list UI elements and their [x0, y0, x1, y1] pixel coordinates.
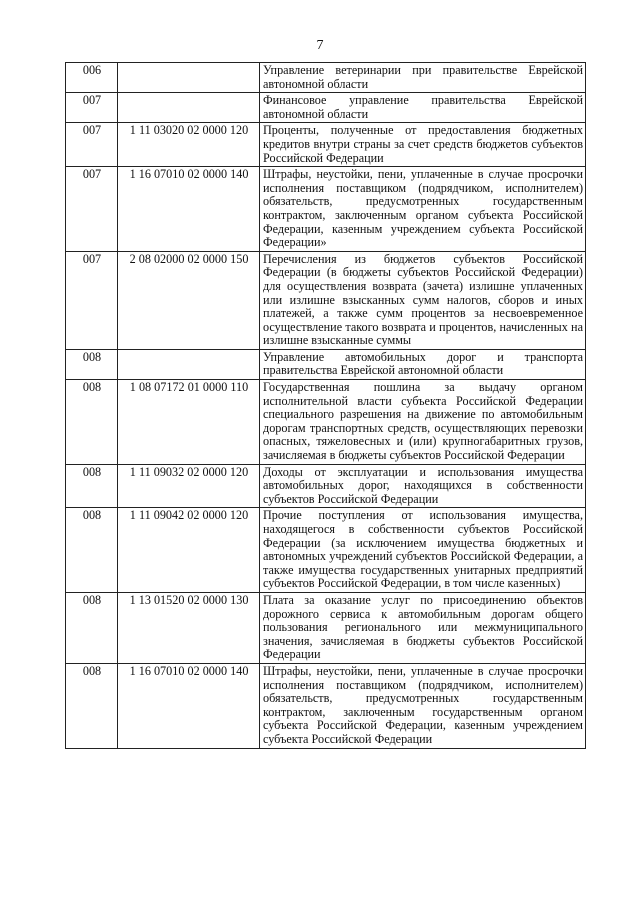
table-row: [66, 349, 586, 379]
revenue-code-cell: 1 08 07172 01 0000 110: [118, 380, 260, 465]
revenue-name-cell: Проценты, полученные от предоставления бюджетных кредитов внутри страны за счет средств бюджетов субъектов Российской Федерации: [260, 123, 586, 167]
revenue-name-cell: Прочие поступления от использования имущества, находящегося в собственности субъектов Российской Федерации (за исключением имущества бюджетных и автономных учреждений субъектов Российской Федерации, а также имущества государственных унитарных предприятий субъектов Российской Федерации, в том числе казенных): [260, 508, 586, 593]
revenue-code-cell: [118, 349, 260, 379]
admin-code-cell: 008: [66, 592, 118, 663]
revenue-code-cell: 1 13 01520 02 0000 130: [118, 592, 260, 663]
revenue-code-cell: 2 08 02000 02 0000 150: [118, 251, 260, 349]
revenue-code-cell: [118, 63, 260, 93]
table-row: [66, 592, 586, 663]
revenue-code-cell: 1 16 07010 02 0000 140: [118, 663, 260, 748]
table-row: [66, 380, 586, 465]
admin-code-cell: 008: [66, 508, 118, 593]
table-row: [66, 508, 586, 593]
table-row: [66, 167, 586, 252]
table-row: [66, 663, 586, 748]
revenue-code-cell: 1 16 07010 02 0000 140: [118, 167, 260, 252]
table-row: [66, 464, 586, 508]
admin-code-cell: 008: [66, 380, 118, 465]
admin-code-cell: 008: [66, 464, 118, 508]
admin-code-cell: 007: [66, 251, 118, 349]
admin-code-cell: 008: [66, 663, 118, 748]
table-row: [66, 251, 586, 349]
revenue-code-cell: 1 11 03020 02 0000 120: [118, 123, 260, 167]
table-row: [66, 93, 586, 123]
admin-code-cell: 007: [66, 123, 118, 167]
revenue-name-cell: Перечисления из бюджетов субъектов Российской Федерации (в бюджеты субъектов Российской Федерации) для осуществления возврата (зачета) излишне уплаченных или излишне взысканных сумм налогов, сборов и иных платежей, а также сумм процентов за несвоевременное осуществление такого возврата и процентов, начисленных на излишне взысканные суммы: [260, 251, 586, 349]
admin-code-cell: 007: [66, 93, 118, 123]
revenue-name-cell: Управление ветеринарии при правительстве Еврейской автономной области: [260, 63, 586, 93]
table-row: [66, 123, 586, 167]
revenue-code-cell: 1 11 09042 02 0000 120: [118, 508, 260, 593]
revenue-code-cell: 1 11 09032 02 0000 120: [118, 464, 260, 508]
revenue-name-cell: Доходы от эксплуатации и использования имущества автомобильных дорог, находящихся в собственности субъектов Российской Федерации: [260, 464, 586, 508]
revenue-name-cell: Государственная пошлина за выдачу органом исполнительной власти субъекта Российской Федерации специального разрешения на движение по автомобильным дорогам транспортных средств, осуществляющих перевозки опасных, тяжеловесных и (или) крупногабаритных грузов, зачисляемая в бюджеты субъектов Российской Федерации: [260, 380, 586, 465]
page-number: 7: [316, 38, 324, 53]
revenue-code-cell: [118, 93, 260, 123]
revenue-codes-table: [65, 62, 586, 749]
revenue-name-cell: Финансовое управление правительства Еврейской автономной области: [260, 93, 586, 123]
revenue-name-cell: Плата за оказание услуг по присоединению объектов дорожного сервиса к автомобильным дорогам общего пользования регионального или межмуниципального значения, зачисляемая в бюджеты субъектов Российской Федерации: [260, 592, 586, 663]
revenue-name-cell: Штрафы, неустойки, пени, уплаченные в случае просрочки исполнения поставщиком (подрядчиком, исполнителем) обязательств, предусмотренных государственным контрактом, заключенным государственным органом субъекта Российской Федерации, казенным учреждением субъекта Российской Федерации: [260, 663, 586, 748]
revenue-name-cell: Штрафы, неустойки, пени, уплаченные в случае просрочки исполнения поставщиком (подрядчиком, исполнителем) обязательств, предусмотренных государственным контрактом, заключенным органом субъекта Российской Федерации, казенным учреждением субъекта Российской Федерации»: [260, 167, 586, 252]
revenue-name-cell: Управление автомобильных дорог и транспорта правительства Еврейской автономной области: [260, 349, 586, 379]
admin-code-cell: 007: [66, 167, 118, 252]
admin-code-cell: 006: [66, 63, 118, 93]
table-row: [66, 63, 586, 93]
admin-code-cell: 008: [66, 349, 118, 379]
